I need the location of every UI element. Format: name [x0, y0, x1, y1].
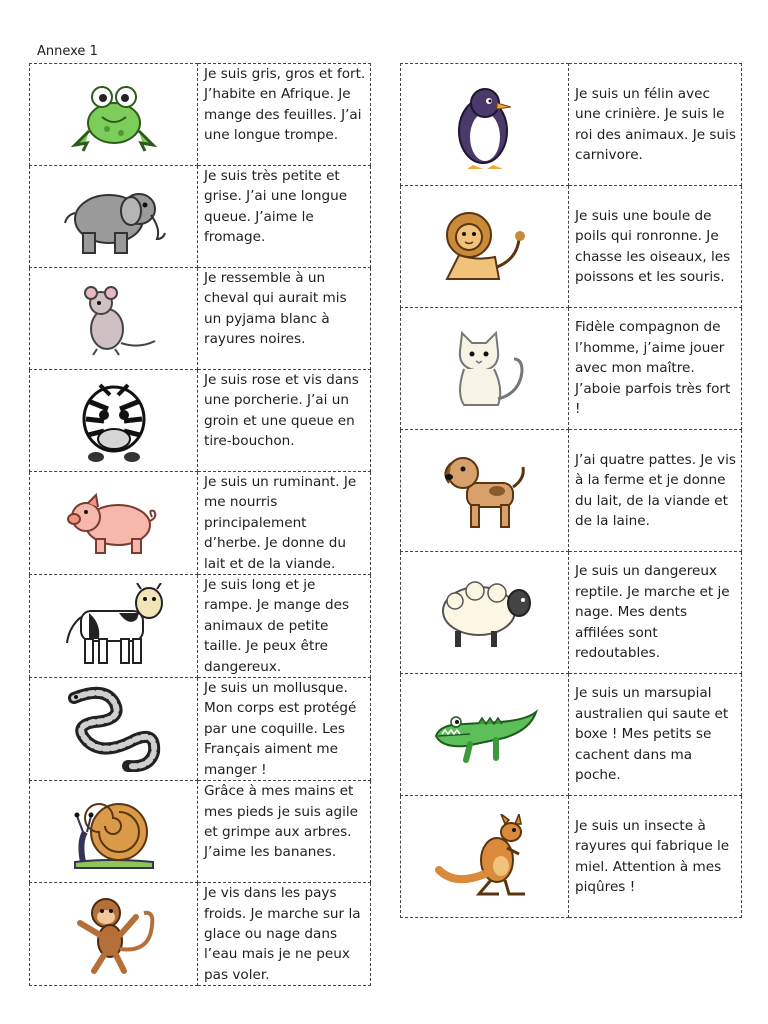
description-cell — [198, 781, 371, 883]
left-card-table — [29, 63, 371, 986]
description-cell — [198, 166, 371, 268]
description-cell — [569, 308, 742, 430]
lion-icon — [437, 209, 533, 285]
card-row — [30, 883, 371, 986]
card-text: Grâce à mes mains et mes pieds je suis agile et grimpe aux arbres. J’aime les bananes. — [204, 783, 359, 861]
mouse-icon — [69, 279, 159, 359]
zebra-icon — [74, 379, 154, 463]
card-text: Je suis un félin avec une crinière. Je suis le roi des animaux. Je suis carnivore. — [575, 85, 736, 163]
picture-cell — [30, 883, 198, 986]
description-cell — [198, 268, 371, 370]
card-text: Je suis long et je rampe. Je mange des animaux de petite taille. Je peux être dangereux. — [204, 577, 350, 675]
snail-icon — [69, 792, 159, 872]
description-cell — [569, 674, 742, 796]
picture-cell — [401, 430, 569, 552]
card-text: Je vis dans les pays froids. Je marche sur la glace ou nage dans l’eau mais je ne peux pas voler. — [204, 885, 361, 983]
card-text: Je suis un insecte à rayures qui fabrique le miel. Attention à mes piqûres ! — [575, 817, 730, 895]
card-row — [401, 64, 742, 186]
card-row — [401, 308, 742, 430]
card-text: Je suis un mollusque. Mon corps est protégé par une coquille. Les Français aiment me manger ! — [204, 680, 357, 778]
picture-cell — [401, 552, 569, 674]
card-row — [30, 678, 371, 781]
card-row — [30, 575, 371, 678]
picture-cell — [30, 472, 198, 575]
description-cell — [198, 64, 371, 166]
card-text: Je suis un ruminant. Je me nourris principalement d’herbe. Je donne du lait et de la viande. — [204, 474, 357, 572]
card-text: Je ressemble à un cheval qui aurait mis un pyjama blanc à rayures noires. — [204, 270, 347, 348]
card-row — [401, 552, 742, 674]
picture-cell — [30, 575, 198, 678]
annex-label: Annexe 1 — [37, 44, 98, 59]
card-text: Je suis très petite et grise. J’ai une longue queue. J’aime le fromage. — [204, 168, 348, 246]
card-row — [30, 472, 371, 575]
card-text: Je suis un dangereux reptile. Je marche et je nage. Mes dents affilées sont redoutables. — [575, 563, 730, 662]
crocodile-icon — [430, 700, 540, 770]
description-cell — [198, 575, 371, 678]
cow-icon — [59, 583, 169, 669]
card-row — [30, 370, 371, 472]
picture-cell — [30, 166, 198, 268]
card-row — [401, 186, 742, 308]
picture-cell — [401, 674, 569, 796]
description-cell — [569, 430, 742, 552]
card-text: Je suis une boule de poils qui ronronne. Je chasse les oiseaux, les poissons et les souris. — [575, 207, 731, 285]
picture-cell — [401, 64, 569, 186]
picture-cell — [30, 268, 198, 370]
picture-cell — [401, 796, 569, 918]
description-cell — [198, 370, 371, 472]
pig-icon — [66, 487, 162, 559]
cat-icon — [440, 329, 530, 409]
frog-icon — [69, 75, 159, 155]
card-row — [30, 268, 371, 370]
card-row — [401, 796, 742, 918]
description-cell — [569, 186, 742, 308]
dog-icon — [437, 449, 533, 533]
picture-cell — [30, 370, 198, 472]
description-cell — [569, 552, 742, 674]
picture-cell — [401, 308, 569, 430]
card-row — [30, 166, 371, 268]
card-text: Fidèle compagnon de l’homme, j’aime jouer avec mon maître. J’aboie parfois très fort ! — [575, 319, 731, 418]
card-row — [401, 430, 742, 552]
card-row — [401, 674, 742, 796]
description-cell — [569, 796, 742, 918]
description-cell — [198, 678, 371, 781]
card-text: Je suis rose et vis dans une porcherie. J’ai un groin et une queue en tire-bouchon. — [204, 372, 359, 450]
kangaroo-icon — [435, 814, 535, 900]
card-text: J’ai quatre pattes. Je vis à la ferme et je donne du lait, de la viande et de la laine. — [575, 451, 736, 529]
penguin-icon — [445, 79, 525, 171]
description-cell — [198, 472, 371, 575]
picture-cell — [30, 781, 198, 883]
card-row — [30, 781, 371, 883]
card-row — [30, 64, 371, 166]
right-card-table — [400, 63, 742, 918]
card-text: Je suis gris, gros et fort. J’habite en Afrique. Je mange des feuilles. J’ai une longue trompe. — [204, 66, 366, 144]
card-text: Je suis un marsupial australien qui saute et boxe ! Mes petits se cachent dans ma poche. — [575, 685, 729, 784]
picture-cell — [30, 678, 198, 781]
description-cell — [569, 64, 742, 186]
elephant-icon — [59, 177, 169, 257]
sheep-icon — [435, 573, 535, 653]
picture-cell — [30, 64, 198, 166]
picture-cell — [401, 186, 569, 308]
snake-icon — [64, 686, 164, 772]
monkey-icon — [64, 891, 164, 977]
description-cell — [198, 883, 371, 986]
